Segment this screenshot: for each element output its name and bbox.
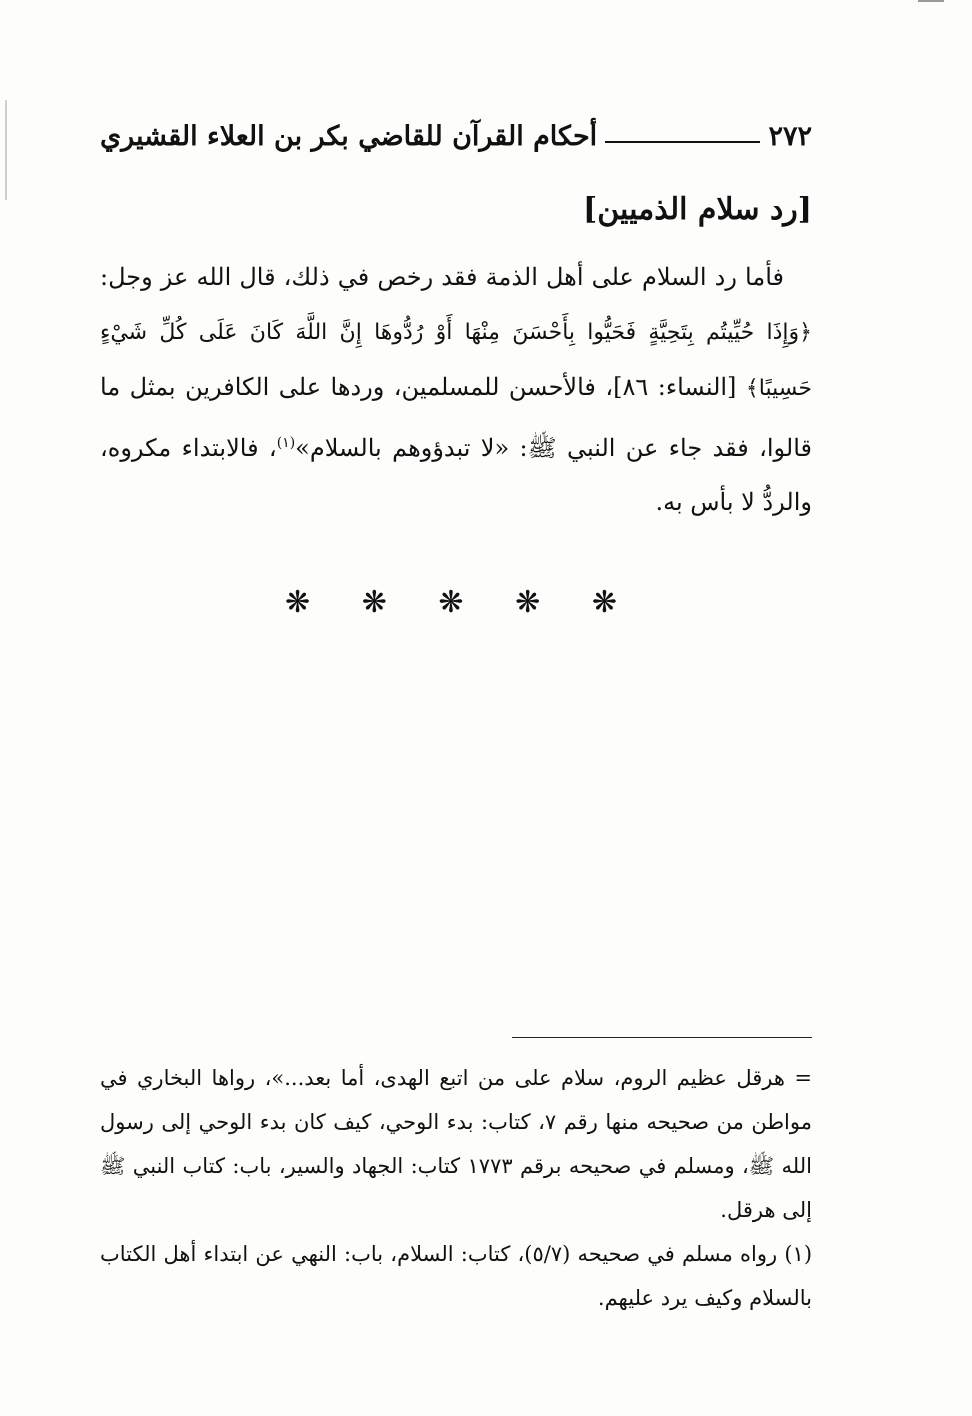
star-ornament: ❋ — [591, 585, 617, 620]
star-ornament: ❋ — [515, 585, 541, 620]
text-segment: فأما رد السلام على أهل الذمة فقد رخص في ذلك، قال الله عز وجل: — [100, 263, 784, 291]
star-ornament: ❋ — [438, 585, 464, 620]
footnote-rule — [512, 1037, 812, 1038]
footnote-1: (١) رواه مسلم في صحيحه (٥/٧)، كتاب: السلام، باب: النهي عن ابتداء أهل الكتاب بالسلام وكيف يرد عليهم. — [100, 1242, 813, 1310]
star-ornament: ❋ — [361, 585, 387, 620]
section-separator — [285, 585, 617, 620]
header-rule — [605, 141, 760, 143]
footnotes — [100, 1056, 812, 1320]
main-paragraph — [100, 250, 812, 529]
text-segment: ، فالابتداء مكروه، والردُّ لا بأس به. — [100, 434, 812, 516]
star-ornament: ❋ — [285, 585, 311, 620]
quran-verse: ﴿وَإِذَا حُيِّيتُم بِتَحِيَّةٍ فَحَيُّوا بِأَحْسَنَ مِنْهَا أَوْ رُدُّوهَا إِنَّ اللَّهَ كَانَ عَلَى كُلِّ شَيْءٍ حَسِيبًا﴾ — [100, 320, 812, 401]
running-head — [100, 110, 812, 162]
section-title: [رد سلام الذميين] — [583, 192, 812, 227]
footnote-marker[interactable]: (١) — [276, 435, 296, 451]
book-title: أحكام القرآن للقاضي بكر بن العلاء القشيري — [100, 120, 598, 152]
text-segment: ، فالأحسن للمسلمين، وردها على الكافرين بمثل ما قالوا، فقد جاء عن النبي ﷺ: «لا تبدؤوهم بالسلام» — [100, 373, 813, 462]
page-number: ٢٧٢ — [768, 120, 812, 152]
verse-citation: [النساء: ٨٦] — [613, 373, 746, 401]
scan-edge-mark — [918, 0, 944, 2]
book-page — [100, 110, 812, 1310]
footnote-continuation: = هرقل عظيم الروم، سلام على من اتبع الهدى، أما بعد...»، رواها البخاري في مواطن من صحيحه منها رقم ٧، كتاب: بدء الوحي، كيف كان بدء الوحي إلى رسول الله ﷺ، ومسلم في صحيحه برقم ١٧٧٣ كتاب: الجهاد والسير، باب: كتاب النبي ﷺ إلى هرقل. — [100, 1066, 812, 1222]
scan-edge-mark — [5, 100, 7, 200]
